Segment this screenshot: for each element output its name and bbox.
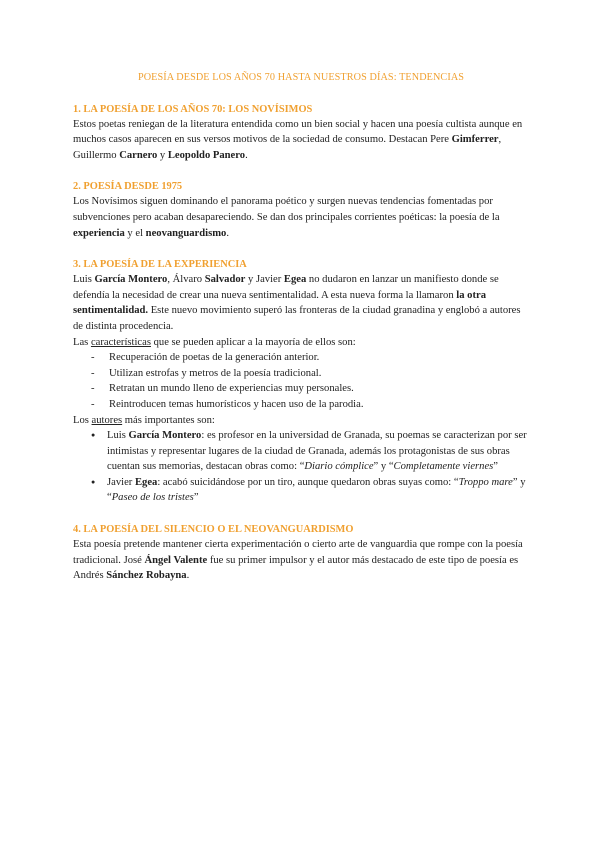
italic-text: Troppo mare <box>458 476 513 488</box>
text: Este nuevo movimiento superó las fronteras de la ciudad granadina y englobó a autores de distinta procedencia. <box>73 305 521 332</box>
section-novisimos <box>73 102 529 164</box>
bold-text: Gimferrer <box>451 134 499 146</box>
text: fue su primer impulsor y el autor más destacado de este tipo de poesía es Andrés <box>73 554 519 582</box>
italic-text: Paseo de los tristes <box>111 492 194 504</box>
section-heading: 2. POESÍA DESDE 1975 <box>73 181 183 193</box>
text: más importantes son: <box>122 414 215 426</box>
list-item: - Utilizan estrofas y metros de la poesía tradicional. <box>91 366 529 382</box>
text: Javier <box>107 476 135 488</box>
underlined-text: autores <box>91 414 123 426</box>
text: no dudaron en lanzar un manifiesto donde se defendía la necesidad de crear una nueva sentimentalidad. A esta nueva forma la llamaron <box>73 274 499 301</box>
section-paragraph <box>73 194 529 241</box>
bold-text: neovanguardismo <box>145 227 227 239</box>
text: Estos poetas reniegan de la literatura entendida como un bien social y hacen una poesía cultista aunque en muchos casos aparecen en sus versos motivos de la sociedad de consumo. Destacan Pere <box>73 118 523 146</box>
italic-text: Diario cómplice <box>304 461 374 473</box>
text: Luis <box>107 430 129 442</box>
text: ” <box>193 492 199 504</box>
bold-text: Sánchez Robayna <box>106 570 187 582</box>
bold-text: Leopoldo Panero <box>167 149 246 161</box>
text: , Guillermo <box>73 134 502 161</box>
list-item <box>91 428 529 475</box>
text: Esta poesía pretende mantener cierta experimentación o cierto arte de vanguardia que rompe con la poesía tradicional. José <box>73 539 523 566</box>
text: que se pueden aplicar a la mayoría de ellos son: <box>150 336 356 348</box>
underlined-text: características <box>90 336 151 348</box>
section-paragraph <box>73 117 529 164</box>
page-title: POESÍA DESDE LOS AÑOS 70 HASTA NUESTROS DÍAS: TENDENCIAS <box>137 72 465 83</box>
text: ” y “ <box>373 461 394 473</box>
list-item <box>91 475 529 506</box>
italic-text: Completamente viernes <box>393 461 494 473</box>
list-item: - Retratan un mundo lleno de experiencias muy personales. <box>91 381 529 397</box>
bold-text: Egea <box>134 476 158 488</box>
authors-intro <box>73 413 529 429</box>
section-1975 <box>73 179 529 241</box>
text: Luis <box>73 274 95 286</box>
bold-text: Ángel Valente <box>144 554 208 566</box>
text: Los Novísimos siguen dominando el panorama poético y surgen nuevas tendencias fomentadas por subvenciones pero acaban desapareciendo. Se dan dos principales corrientes poéticas: la poesía de la <box>73 196 500 223</box>
text: . <box>245 149 248 161</box>
text: , Álvaro <box>167 274 205 286</box>
bold-text: Salvador <box>204 274 246 286</box>
section-heading: 4. LA POESÍA DEL SILENCIO O EL NEOVANGUARDISMO <box>73 524 354 536</box>
bold-text: García Montero <box>94 274 168 286</box>
text: . <box>226 227 229 239</box>
document-page <box>73 70 529 600</box>
list-item: - Reintroducen temas humorísticos y hacen uso de la parodia. <box>91 397 529 413</box>
text: : acabó suicidándose por un tiro, aunque quedaron obras suyas como: “ <box>157 476 459 488</box>
text: y Javier <box>245 274 284 286</box>
section-heading: 1. LA POESÍA DE LOS AÑOS 70: LOS NOVÍSIMOS <box>73 103 313 115</box>
bold-text: Carnero <box>119 149 158 161</box>
section-paragraph <box>73 272 529 334</box>
text: y <box>157 149 168 161</box>
text: ” y “ <box>107 476 526 504</box>
authors-list <box>73 428 529 506</box>
bold-text: García Montero <box>128 430 202 442</box>
text: : es profesor en la universidad de Granada, su poemas se caracterizan por ser intimistas y representar lugares de la ciudad de Granada, además los protagonistas de sus obras cuentan sus memorias, destacan obras como: “ <box>107 430 527 473</box>
list-item: - Recuperación de poetas de la generación anterior. <box>91 350 529 366</box>
bold-text: experiencia <box>73 227 125 239</box>
bold-text: la otra sentimentalidad. <box>73 289 486 317</box>
text: . <box>186 570 190 582</box>
features-list <box>73 350 529 412</box>
text: ” <box>493 461 498 473</box>
text: Los <box>73 414 92 426</box>
text: y el <box>124 227 146 239</box>
bold-text: Egea <box>283 274 307 286</box>
features-intro <box>73 335 529 351</box>
section-heading: 3. LA POESÍA DE LA EXPERIENCIA <box>73 259 247 271</box>
text: Las <box>73 336 91 348</box>
section-paragraph <box>73 537 529 584</box>
section-experiencia <box>73 257 529 506</box>
section-silencio <box>73 522 529 584</box>
